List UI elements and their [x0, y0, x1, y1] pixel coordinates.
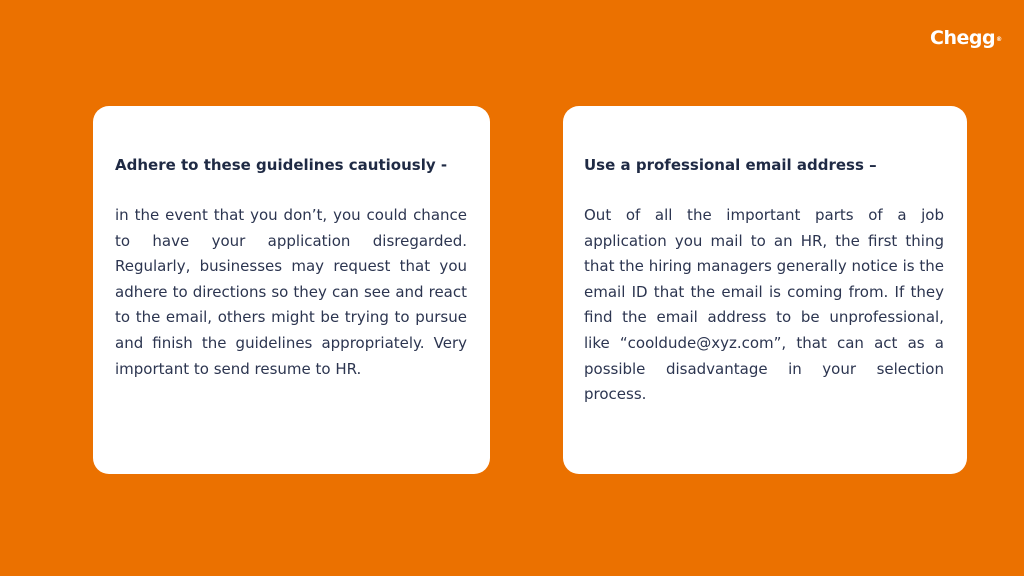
- guidelines-card-body: in the event that you don’t, you could chance to have your application disregarded. Regularly, businesses may request that you adhere to directions so they can see and react to the email, others might be trying to pursue and finish the guidelines appropriately. Very important to send resume to HR.: [115, 206, 467, 378]
- chegg-logo-text: Chegg: [930, 27, 996, 49]
- email-address-card: [563, 106, 967, 474]
- guidelines-card-title: Adhere to these guidelines cautiously -: [115, 156, 448, 174]
- chegg-logo: [930, 26, 1002, 50]
- registered-mark: ®: [996, 36, 1002, 43]
- email-address-card-title: Use a professional email address –: [584, 156, 877, 174]
- guidelines-card: [93, 106, 490, 474]
- email-address-card-body: Out of all the important parts of a job application you mail to an HR, the first thing that the hiring managers generally notice is the email ID that the email is coming from. If they find the email address to be unprofessional, like “cooldude@xyz.com”, that can act as a possible disadvantage in your selection process.: [584, 206, 944, 404]
